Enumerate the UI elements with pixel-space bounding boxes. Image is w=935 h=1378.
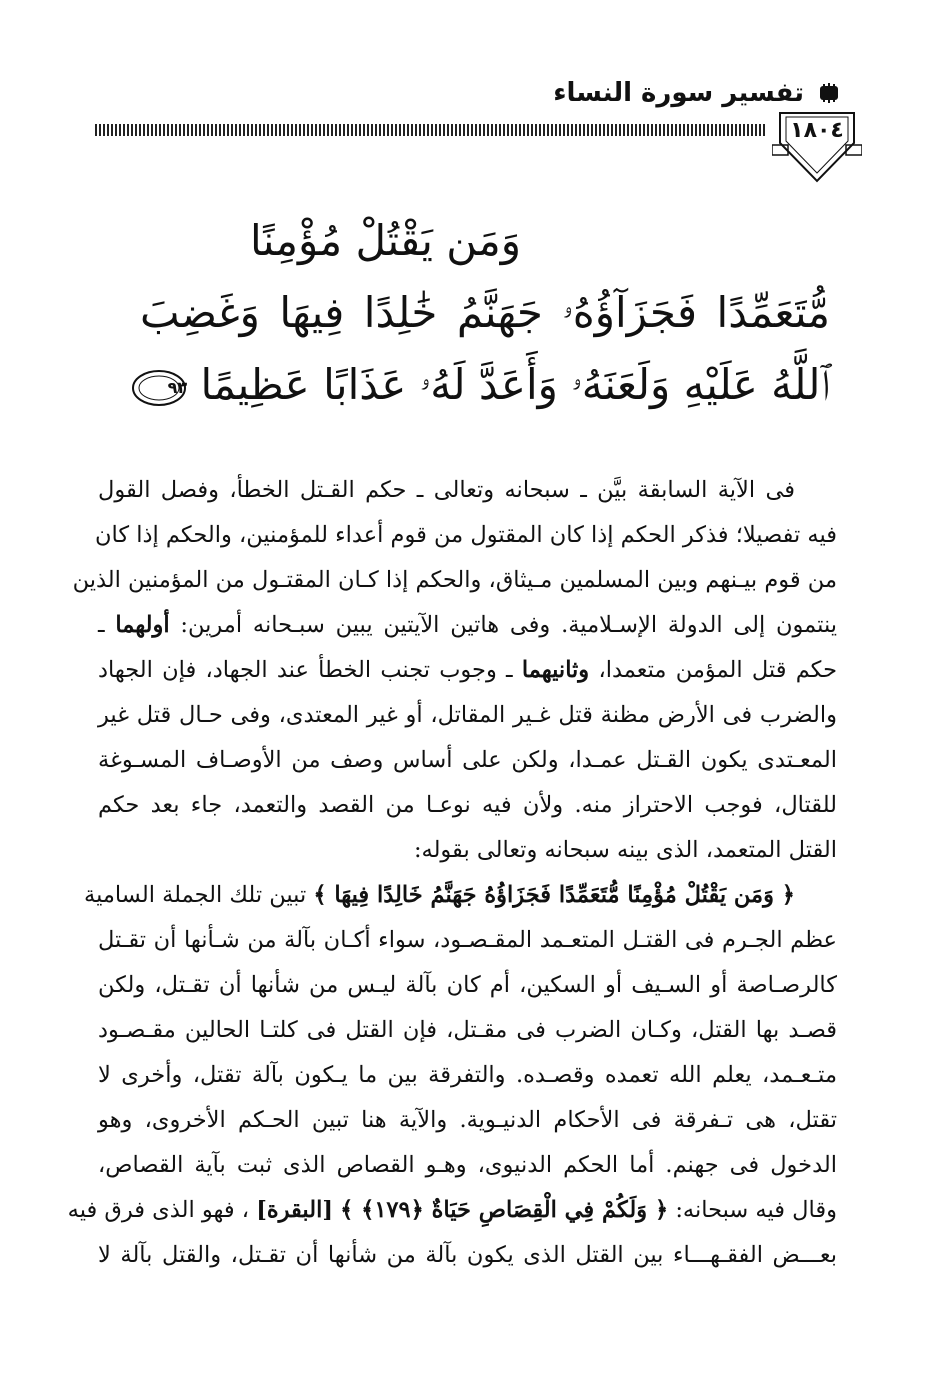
body-line: والضرب فى الأرض مظنة قتل غـير المقاتل، أو غير المعتدى، وفى حـال قتل غير bbox=[98, 702, 837, 728]
body-line: قصـد بها القتل، وكـان الضرب فى مقـتل، فإن القتل فى كلتـا الحالين مقـصـود bbox=[98, 1017, 837, 1043]
page-number: ١٨٠٤ bbox=[790, 118, 844, 143]
body-line: فيه تفصيلا؛ فذكر الحكم إذا كان المقتول من قوم أعداء للمؤمنين، والحكم إذا كان bbox=[95, 522, 837, 548]
body-line bbox=[98, 603, 837, 648]
body-line bbox=[98, 648, 837, 693]
body-line: كالرصـاصة أو السـيف أو السكين، أم كان بآلة ليـس من شأنها أن تقـتل، ولكن bbox=[98, 972, 837, 998]
commentary-body bbox=[67, 468, 838, 1278]
ornament-icon bbox=[818, 82, 840, 104]
bold-term-first: أولهما bbox=[115, 612, 170, 638]
body-text-segment: وقال فيه سبحانه: bbox=[675, 1197, 837, 1223]
body-text-segment: ـ bbox=[98, 612, 105, 638]
surah-reference: [البقرة] bbox=[256, 1197, 333, 1223]
bold-term-second: وثانيهما bbox=[521, 657, 590, 683]
body-text-segment: تبين تلك الجملة السامية bbox=[84, 882, 307, 908]
body-line: المعـتدى يكون القـتل عمـدا، ولكن على أساس وصف من الأوصـاف المسـوغة bbox=[98, 747, 837, 773]
page-number-badge bbox=[772, 105, 862, 185]
ayah-number: ٩٣ bbox=[167, 377, 188, 397]
body-text-segment: ، فهو الذى فرق فيه bbox=[67, 1197, 250, 1223]
body-line: الدخول فى جهنم. أما الحكم الدنيوى، وهـو القصاص الذى ثبت بآية القصاص، bbox=[98, 1152, 837, 1178]
verse-line-3 bbox=[140, 349, 830, 421]
body-line bbox=[84, 873, 837, 918]
body-line: فى الآية السابقة بيَّن ـ سبحانه وتعالى ـ حكم القـتل الخطأ، وفصل القول bbox=[98, 477, 795, 503]
header-title: تفسير سورة النساء bbox=[553, 78, 804, 108]
body-line: تقتل، هى تـفرقة فى الأحكام الدنيـوية. والآية هنا تبين الحـكم الأخروى، وهو bbox=[98, 1107, 837, 1133]
verse-line-1: وَمَن يَقْتُلْ مُؤْمِنًا bbox=[250, 216, 522, 265]
header-rule bbox=[95, 124, 765, 136]
body-line: القتل المتعمد، الذى بينه سبحانه وتعالى بقوله: bbox=[413, 837, 837, 863]
ayah-end-marker bbox=[131, 368, 187, 408]
verse-block bbox=[140, 205, 830, 421]
body-line: من قوم بيـنهم وبين المسلمين مـيثاق، والحكم إذا كـان المقتـول من المؤمنين الذين bbox=[72, 567, 837, 593]
body-line: عظم الجـرم فى القتـل المتعـمد المقـصـود، سواء أكـان بآلة من شـأنها أن تقـتل bbox=[98, 927, 837, 953]
quoted-verse: ﴿ وَلَكُمْ فِي الْقِصَاصِ حَيَاةٌ ﴿١٧٩﴾ ﴾ bbox=[340, 1197, 669, 1223]
body-text-segment: حكم قتل المؤمن متعمدا، bbox=[598, 657, 838, 683]
body-text-segment: ينتمون إلى الدولة الإسـلامية. وفى هاتين الآيتين يبين سبـحانه أمرين: bbox=[180, 612, 838, 638]
body-line: بعـــض الفقـهـــاء بين القتل الذى يكون بآلة من شأنها أن تقـتل، والقتل بآلة لا bbox=[98, 1242, 837, 1268]
body-line: للقتال، فوجب الاحتراز منه. ولأن فيه نوعـا من القصد والتعمد، جاء بعد حكم bbox=[98, 792, 837, 818]
body-line bbox=[67, 1188, 837, 1233]
verse-line-3-text: ٱللَّهُ عَلَيْهِ وَلَعَنَهُۥ وَأَعَدَّ لَهُۥ عَذَابًا عَظِيمًا bbox=[200, 360, 830, 409]
verse-line-2: مُّتَعَمِّدًا فَجَزَآؤُهُۥ جَهَنَّمُ خَٰلِدًا فِيهَا وَغَضِبَ bbox=[140, 288, 830, 337]
running-header bbox=[553, 78, 840, 108]
body-line: متـعـمد، يعلم الله تعمده وقصـده. والتفرقة بين ما يـكون بآلة تقتل، وأخرى لا bbox=[98, 1062, 837, 1088]
quoted-verse: ﴿ وَمَن يَقْتُلْ مُؤْمِنًا مُّتَعَمِّدًا فَجَزَاؤُهُ جَهَنَّمُ خَالِدًا فِيهَا ﴾ bbox=[313, 882, 795, 908]
body-text-segment: ـ وجوب تجنب الخطأ عند الجهاد، فإن الجهاد bbox=[98, 657, 513, 683]
